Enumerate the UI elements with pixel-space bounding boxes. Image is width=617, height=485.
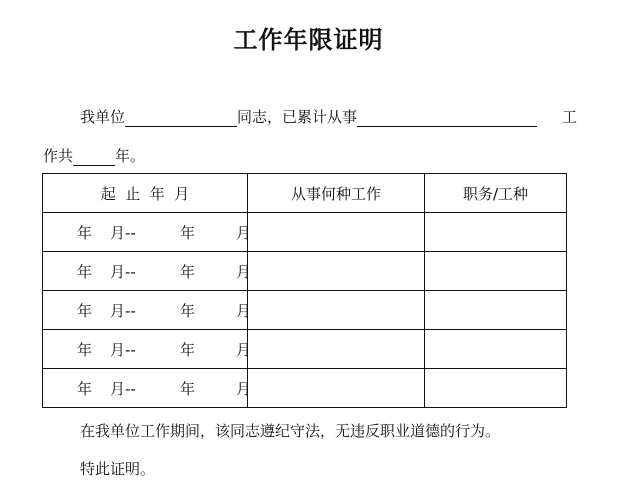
end-month-label: 月	[236, 340, 252, 359]
period-cell[interactable]	[43, 213, 252, 252]
position-cell[interactable]	[425, 252, 567, 291]
start-month-label: 月--	[110, 223, 136, 242]
work-history-table	[42, 173, 567, 408]
end-year-label: 年	[180, 262, 196, 281]
job-cell[interactable]	[248, 252, 425, 291]
table-row	[43, 213, 567, 252]
start-year-label: 年	[77, 340, 93, 359]
end-month-label: 月	[236, 262, 252, 281]
end-month-label: 月	[236, 223, 252, 242]
header-period: 起 止 年 月	[43, 174, 248, 213]
start-year-label: 年	[77, 301, 93, 320]
years-blank[interactable]	[73, 149, 115, 166]
intro-line-2	[43, 145, 145, 166]
table-row	[43, 330, 567, 369]
end-month-label: 月	[236, 301, 252, 320]
period-cell[interactable]	[43, 291, 252, 330]
period-cell[interactable]	[43, 330, 252, 369]
start-year-label: 年	[77, 379, 93, 398]
intro-line-1	[80, 106, 537, 127]
period-cell[interactable]	[43, 369, 252, 408]
end-year-label: 年	[180, 340, 196, 359]
table-header-row	[43, 174, 567, 213]
intro-text-comrade: 同志，已累计从事	[237, 108, 358, 126]
start-year-label: 年	[77, 223, 93, 242]
end-year-label: 年	[180, 379, 196, 398]
conduct-statement: 在我单位工作期间，该同志遵纪守法，无违反职业道德的行为。	[80, 422, 501, 440]
end-year-label: 年	[180, 223, 196, 242]
table-row	[43, 291, 567, 330]
job-cell[interactable]	[248, 213, 425, 252]
start-month-label: 月--	[110, 379, 136, 398]
job-cell[interactable]	[248, 291, 425, 330]
intro-text-unit: 我单位	[80, 108, 126, 126]
document-title: 工作年限证明	[233, 25, 384, 54]
position-cell[interactable]	[425, 330, 567, 369]
position-cell[interactable]	[425, 369, 567, 408]
start-month-label: 月--	[110, 340, 136, 359]
table-row	[43, 369, 567, 408]
position-cell[interactable]	[425, 291, 567, 330]
intro-line-1-end: 工	[562, 108, 578, 126]
end-year-label: 年	[180, 301, 196, 320]
occupation-blank[interactable]	[357, 110, 537, 127]
start-month-label: 月--	[110, 262, 136, 281]
end-month-label: 月	[236, 379, 252, 398]
start-year-label: 年	[77, 262, 93, 281]
header-position: 职务/工种	[425, 174, 567, 213]
intro-text-total: 作共	[43, 147, 74, 165]
start-month-label: 月--	[110, 301, 136, 320]
position-cell[interactable]	[425, 213, 567, 252]
table-row	[43, 252, 567, 291]
name-blank[interactable]	[125, 110, 237, 127]
job-cell[interactable]	[248, 369, 425, 408]
closing-text: 特此证明。	[80, 460, 156, 478]
period-cell[interactable]	[43, 252, 252, 291]
intro-text-years: 年。	[115, 147, 146, 165]
job-cell[interactable]	[248, 330, 425, 369]
header-job: 从事何种工作	[248, 174, 425, 213]
